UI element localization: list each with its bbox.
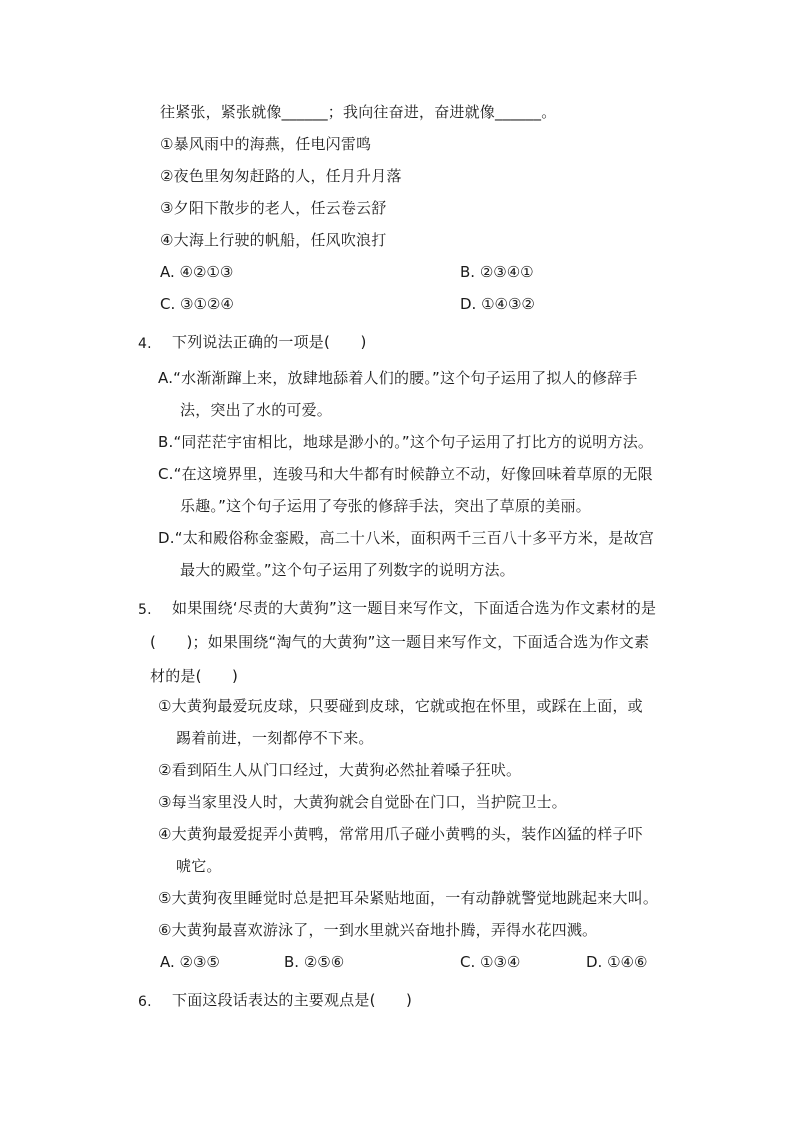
q5-item-6: ⑥大黄狗最喜欢游泳了，一到水里就兴奋地扑腾，弄得水花四溅。 — [158, 921, 598, 939]
q4-option-a-line2: 法，突出了水的可爱。 — [180, 401, 333, 419]
q3-option-c: C. ③①②④ — [160, 295, 234, 313]
q5-option-d: D. ①④⑥ — [586, 953, 648, 971]
q4-option-d-line2: 最大的殿堂。”这个句子运用了列数字的说明方法。 — [180, 561, 515, 579]
q4-stem: 下列说法正确的一项是( ) — [172, 333, 367, 351]
q3-stem: 往紧张，紧张就像______；我向往奋进，奋进就像______。 — [160, 103, 557, 121]
q5-item-3: ③每当家里没人时，大黄狗就会自觉卧在门口，当护院卫士。 — [158, 793, 567, 811]
q5-option-a: A. ②③⑤ — [160, 953, 220, 971]
q5-item-1-line1: ①大黄狗最爱玩皮球，只要碰到皮球，它就或抱在怀里，或踩在上面，或 — [158, 697, 643, 715]
q3-option-a: A. ④②①③ — [160, 263, 234, 281]
q3-item-3: ③夕阳下散步的老人，任云卷云舒 — [160, 199, 387, 217]
q3-item-2: ②夜色里匆匆赶路的人，任月升月落 — [160, 167, 402, 185]
q5-option-c: C. ①③④ — [460, 953, 521, 971]
q5-item-2: ②看到陌生人从门口经过，大黄狗必然扯着嗓子狂吠。 — [158, 761, 522, 779]
q5-stem-line2: ( )；如果围绕“淘气的大黄狗”这一题目来写作文，下面适合选为作文素 — [150, 633, 650, 651]
q3-option-d: D. ①④③② — [460, 295, 535, 313]
q6-number: 6. — [138, 994, 152, 1010]
q3-item-4: ④大海上行驶的帆船，任风吹浪打 — [160, 231, 387, 249]
q4-option-c-line1: C.“在这境界里，连骏马和大牛都有时候静立不动，好像回味着草原的无限 — [158, 465, 653, 483]
q4-number: 4. — [138, 336, 152, 352]
q4-option-c-line2: 乐趣。”这个句子运用了夸张的修辞手法，突出了草原的美丽。 — [180, 497, 591, 515]
q3-option-b: B. ②③④① — [460, 263, 534, 281]
q4-option-b-line1: B.“同茫茫宇宙相比，地球是渺小的。”这个句子运用了打比方的说明方法。 — [158, 433, 654, 451]
q4-option-d-line1: D.“太和殿俗称金銮殿，高二十八米，面积两千三百八十多平方米，是故宫 — [158, 529, 654, 547]
q3-item-1: ①暴风雨中的海燕，任电闪雷鸣 — [160, 135, 372, 153]
q5-stem-line1: 如果围绕‘尽责的大黄狗”这一题目来写作文，下面适合选为作文素材的是 — [172, 599, 657, 617]
q5-item-4-line2: 唬它。 — [176, 857, 222, 875]
q5-item-1-line2: 踢着前进，一刻都停不下来。 — [176, 729, 374, 747]
q6-stem: 下面这段话表达的主要观点是( ) — [172, 991, 413, 1009]
q5-item-5: ⑤大黄狗夜里睡觉时总是把耳朵紧贴地面，一有动静就警觉地跳起来大叫。 — [158, 889, 659, 907]
q5-stem-line3: 材的是( ) — [150, 667, 239, 685]
q5-option-b: B. ②⑤⑥ — [284, 953, 345, 971]
q5-item-4-line1: ④大黄狗最爱捉弄小黄鸭，常常用爪子碰小黄鸭的头，装作凶猛的样子吓 — [158, 825, 643, 843]
q4-option-a-line1: A.“水渐渐蹿上来，放肆地舔着人们的腰。”这个句子运用了拟人的修辞手 — [158, 369, 638, 387]
q5-number: 5. — [138, 602, 152, 618]
